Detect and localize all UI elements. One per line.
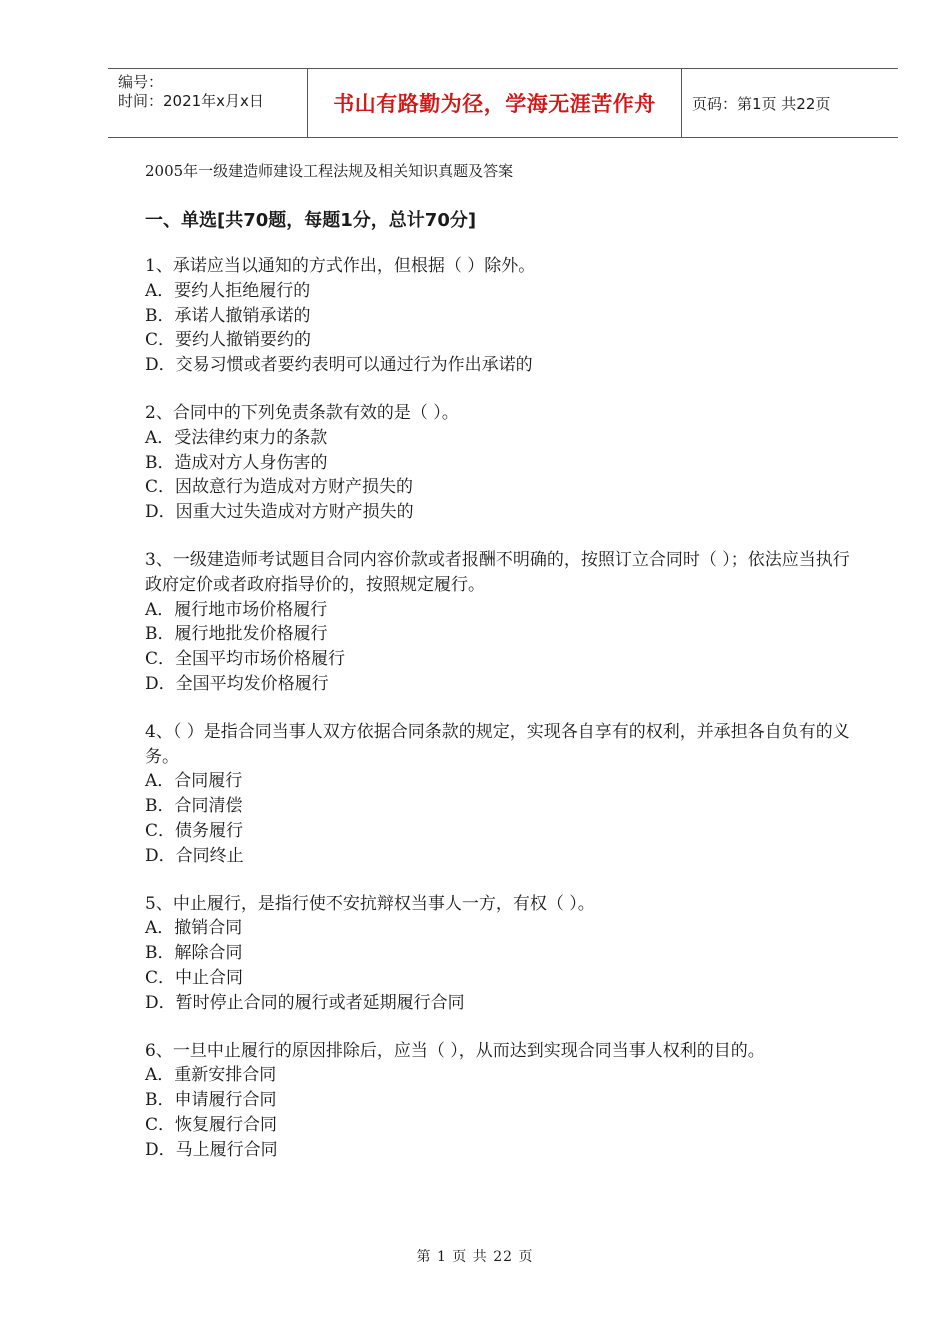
- header-motto: 书山有路勤为径，学海无涯苦作舟: [308, 69, 682, 137]
- question-stem: 3、一级建造师考试题目合同内容价款或者报酬不明确的，按照订立合同时（ ）；依法应当执行政府定价或者政府指导价的，按照规定履行。: [145, 549, 850, 595]
- page-header: [108, 68, 898, 138]
- time-label: 时间：2021年x月x日: [118, 92, 264, 110]
- question-6: [145, 1039, 857, 1163]
- option-c: C．因故意行为造成对方财产损失的: [145, 477, 414, 498]
- question-list: [145, 254, 857, 1186]
- page-footer: 第 1 页 共 22 页: [416, 1249, 534, 1265]
- option-a: A．重新安排合同: [145, 1065, 277, 1086]
- code-label: 编号：: [118, 73, 164, 91]
- option-c: C．要约人撤销要约的: [145, 330, 312, 351]
- header-meta: [108, 69, 308, 137]
- option-b: B．履行地批发价格履行: [145, 624, 328, 645]
- option-a: A．受法律约束力的条款: [145, 427, 328, 448]
- question-2: [145, 401, 857, 525]
- option-b: B．解除合同: [145, 943, 243, 964]
- option-c: C．全国平均市场价格履行: [145, 649, 346, 670]
- document-title: 2005年一级建造师建设工程法规及相关知识真题及答案: [145, 162, 514, 180]
- option-b: B．承诺人撤销承诺的: [145, 305, 311, 326]
- option-c: C．债务履行: [145, 820, 244, 841]
- option-b: B．申请履行合同: [145, 1090, 277, 1111]
- option-d: D．交易习惯或者要约表明可以通过行为作出承诺的: [145, 355, 533, 376]
- option-d: D．合同终止: [145, 845, 244, 866]
- option-a: A．合同履行: [145, 771, 243, 792]
- question-5: [145, 892, 857, 1016]
- question-stem: 2、合同中的下列免责条款有效的是（ ）。: [145, 402, 459, 423]
- option-a: A．要约人拒绝履行的: [145, 280, 311, 301]
- header-page-info: 页码：第1页 共22页: [692, 94, 831, 113]
- question-1: [145, 254, 857, 378]
- option-d: D．全国平均发价格履行: [145, 673, 329, 694]
- question-stem: 5、中止履行，是指行使不安抗辩权当事人一方，有权（ ）。: [145, 893, 595, 914]
- option-b: B．造成对方人身伤害的: [145, 452, 328, 473]
- option-b: B．合同清偿: [145, 796, 243, 817]
- question-4: [145, 720, 857, 869]
- question-stem: 1、承诺应当以通知的方式作出，但根据（ ）除外。: [145, 256, 536, 276]
- option-d: D．暂时停止合同的履行或者延期履行合同: [145, 992, 465, 1013]
- question-3: [145, 548, 857, 697]
- option-c: C．恢复履行合同: [145, 1114, 278, 1135]
- question-stem: 4、（ ）是指合同当事人双方依据合同条款的规定，实现各自享有的权利，并承担各自负有的义务。: [145, 721, 850, 767]
- option-a: A．履行地市场价格履行: [145, 599, 328, 620]
- option-d: D．马上履行合同: [145, 1139, 278, 1160]
- option-a: A．撤销合同: [145, 918, 243, 939]
- option-d: D．因重大过失造成对方财产损失的: [145, 502, 414, 523]
- section-title: 一、单选[共70题，每题1分，总计70分]: [145, 210, 477, 231]
- option-c: C．中止合同: [145, 967, 244, 988]
- question-stem: 6、一旦中止履行的原因排除后，应当（ ），从而达到实现合同当事人权利的目的。: [145, 1040, 765, 1061]
